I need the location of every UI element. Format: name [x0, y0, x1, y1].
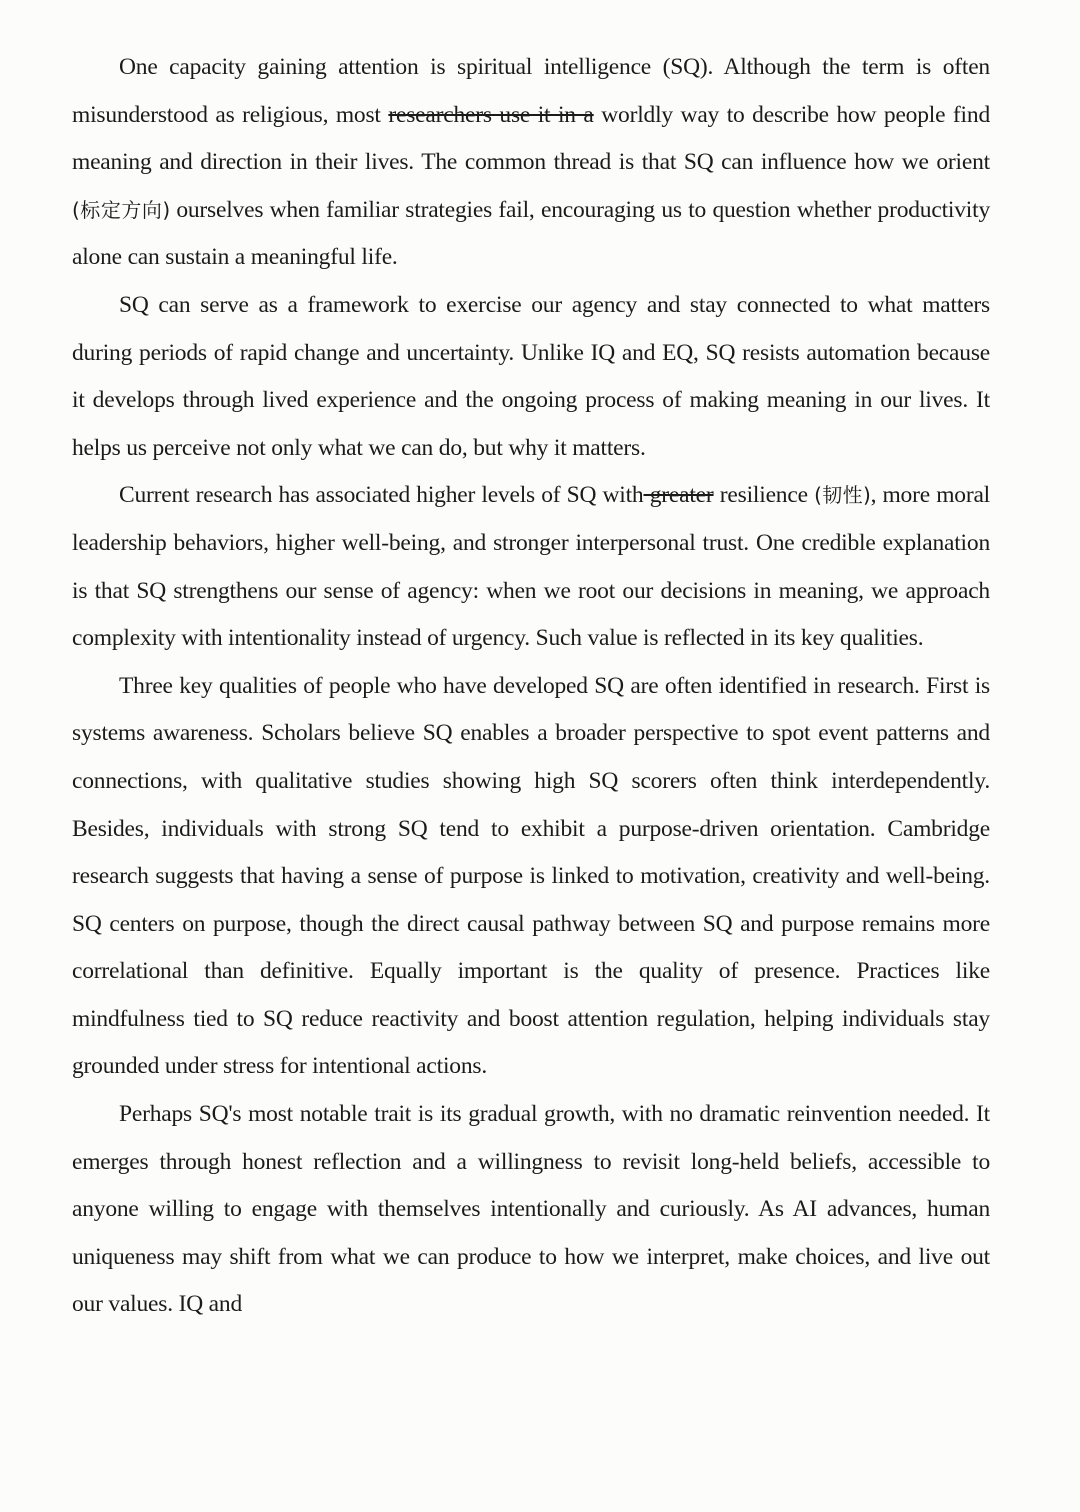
- paragraph-intro: [72, 44, 990, 282]
- chinese-gloss: (标定方向): [72, 197, 170, 222]
- strikethrough-text: researchers use it in a: [388, 101, 594, 128]
- text-run: SQ can serve as a framework to exercise our agency and stay connected to what matters during periods of rapid change and uncertainty. Unlike IQ and EQ, SQ resists automation because it develops through lived experience and the ongoing process of making meaning in our lives. It helps us perceive not only what we can do, but why it matters.: [72, 291, 990, 461]
- text-run: resilience: [713, 482, 815, 509]
- text-run: ourselves when familiar strategies fail, encouraging us to question whether productivity alone can sustain a meaningful life.: [72, 196, 991, 271]
- text-run: worldly way to describe how people find meaning and direction in their lives. The common thread is that SQ can influence how we orient: [72, 101, 990, 176]
- text-run: , more moral leadership behaviors, higher well-being, and stronger interpersonal trust. One credible explanation is that SQ strengthens our sense of agency: when we root our decisions in meaning, we approach complexity with intentionality instead of urgency. Such value is reflected in its key qualities.: [72, 482, 991, 652]
- chinese-gloss: (韧性): [814, 483, 871, 508]
- text-run: spiritual intelligence (SQ). Although the term is often misunderstood as religious, most: [72, 54, 990, 128]
- paragraph-framework: [72, 282, 990, 472]
- paragraph-research: [72, 472, 990, 662]
- text-run: Perhaps SQ's most notable trait is its gradual growth, with no dramatic reinvention needed. It emerges through honest reflection and a willingness to revisit long-held beliefs, accessible to anyone willing to engage with themselves intentionally and curiously. As AI advances, human uniqueness may shift from what we can produce to how we interpret, make choices, and live out our values. IQ and: [72, 1101, 990, 1318]
- paragraph-growth: [72, 1091, 990, 1329]
- document-body: [72, 44, 990, 1329]
- text-run: Current research has associated higher levels of SQ with: [119, 482, 644, 509]
- text-run: One capacity gaining attention is: [119, 54, 457, 80]
- paragraph-qualities: [72, 663, 990, 1091]
- text-run: Three key qualities of people who have developed SQ are often identified in research. First is systems awareness. Scholars believe SQ enables a broader perspective to spot event patterns and connections, with qualitative studies showing high SQ scorers often think interdependently. Besides, individuals with strong SQ tend to exhibit a purpose-driven orientation. Cambridge research suggests that having a sense of purpose is linked to motivation, creativity and well-being. SQ centers on purpose, though the direct causal pathway between SQ and purpose remains more correlational than definitive. Equally important is the quality of presence. Practices like mindfulness tied to SQ reduce reactivity and boost attention regulation, helping individuals stay grounded under stress for intentional actions.: [72, 672, 990, 1080]
- strikethrough-text: greater: [643, 482, 714, 509]
